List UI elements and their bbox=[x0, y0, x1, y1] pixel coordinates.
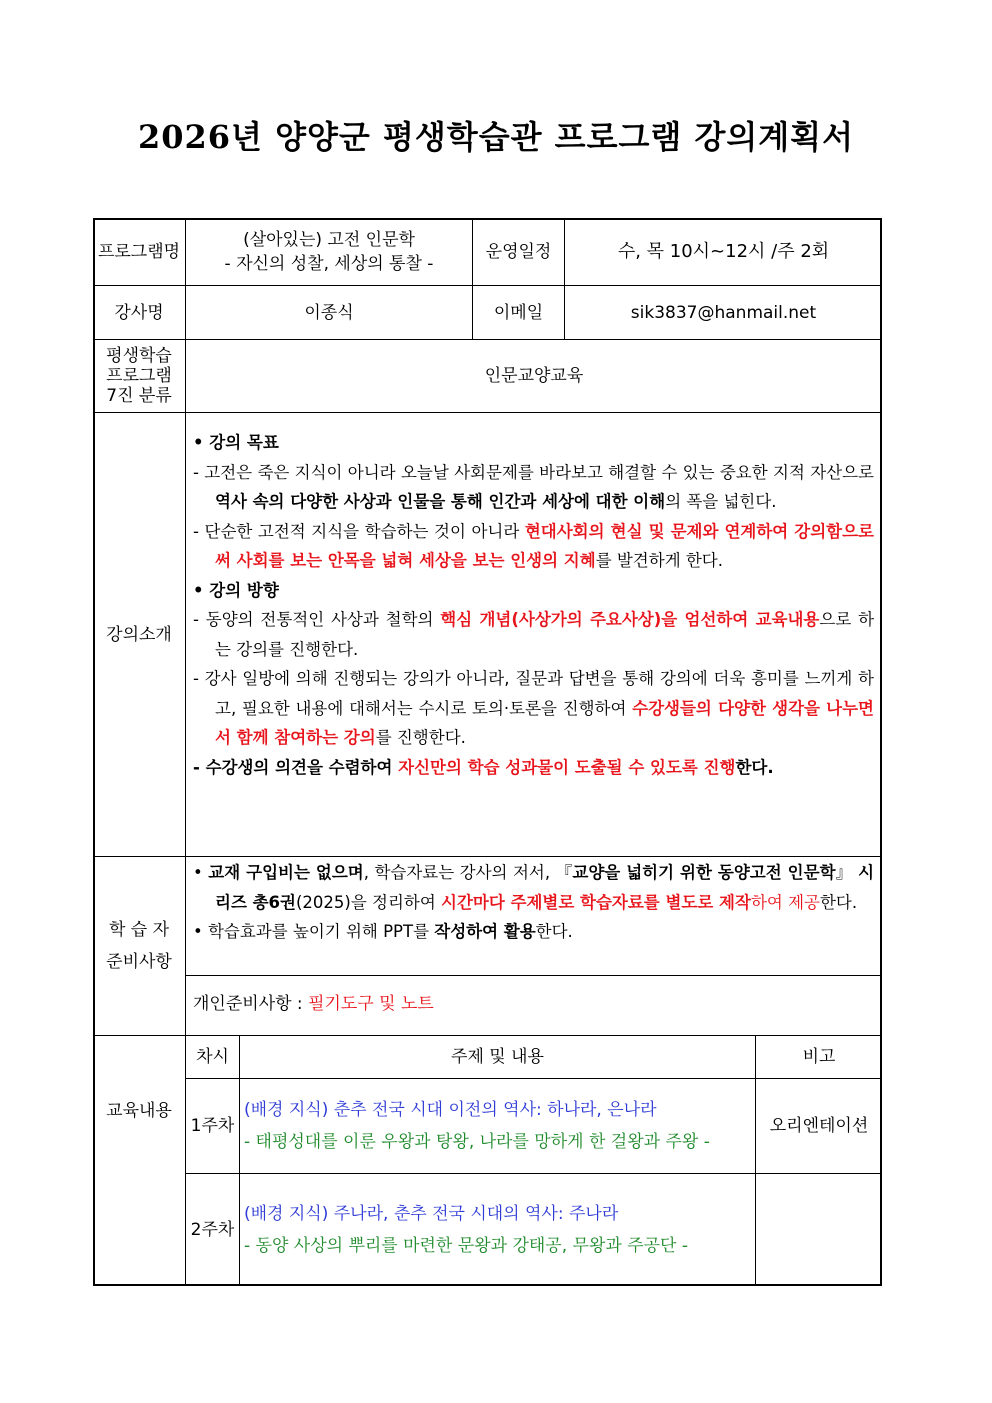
prep-label bbox=[93, 857, 185, 1035]
topic-1-line1: (배경 지식) 춘추 전국 시대 이전의 역사: 하나라, 은나라 bbox=[244, 1100, 657, 1120]
program-name-value bbox=[186, 218, 472, 285]
topic-2-line2: - 동양 사상의 뿌리를 마련한 문왕과 강태공, 무왕과 주공단 - bbox=[244, 1236, 689, 1256]
schedule-label: 운영일정 bbox=[485, 241, 552, 262]
category-label-line2: 프로그램 bbox=[106, 366, 172, 386]
document-title: 2026년 양양군 평생학습관 프로그램 강의계획서 bbox=[137, 118, 855, 156]
direction-heading: • 강의 방향 bbox=[193, 580, 279, 600]
personal-prep-value: 필기도구 및 노트 bbox=[308, 994, 434, 1014]
program-name-line2: - 자신의 성찰, 세상의 통찰 - bbox=[224, 253, 434, 274]
prep-item-2: • 학습효과를 높이기 위해 PPT를 작성하여 활용한다. bbox=[193, 922, 573, 941]
prep-label-line2: 준비사항 bbox=[106, 952, 172, 972]
direction-item-3: - 수강생의 의견을 수렴하여 자신만의 학습 성과물이 도출될 수 있도록 진행한다. bbox=[193, 757, 774, 777]
direction-item-1: - 동양의 전통적인 사상과 철학의 핵심 개념(사상가의 주요사상)을 엄선하여 교육내용으로 하는 강의를 진행한다. bbox=[193, 610, 875, 659]
col-topic: 주제 및 내용 bbox=[451, 1047, 544, 1067]
goal-item-2: - 단순한 고전적 지식을 학습하는 것이 아니라 현대사회의 현실 및 문제와 연계하여 강의함으로써 사회를 보는 안목을 넓혀 세상을 보는 인생의 지혜를 발견하게 한다. bbox=[193, 521, 874, 570]
personal-prep-label: 개인준비사항 : bbox=[193, 994, 309, 1014]
email-label: 이메일 bbox=[493, 302, 544, 323]
program-name-line1: (살아있는) 고전 인문학 bbox=[243, 229, 415, 250]
goal-heading: • 강의 목표 bbox=[193, 433, 279, 452]
personal-prep bbox=[193, 990, 874, 1020]
topic-2 bbox=[240, 1174, 755, 1286]
category-label bbox=[93, 340, 185, 412]
goal-item-1: - 고전은 죽은 지식이 아니라 오늘날 사회문제를 바라보고 해결할 수 있는 중요한 지적 자산으로 역사 속의 다양한 사상과 인물을 통해 인간과 세상에 대한 이해의 폭을 넓힌다. bbox=[193, 462, 874, 511]
col-session: 차시 bbox=[196, 1047, 229, 1067]
topic-1-line2: - 태평성대를 이룬 우왕과 탕왕, 나라를 망하게 한 걸왕과 주왕 - bbox=[244, 1132, 710, 1152]
program-name-label: 프로그램명 bbox=[97, 241, 181, 262]
category-label-line3: 7진 분류 bbox=[106, 386, 172, 406]
prep-label-line1: 학 습 자 bbox=[108, 920, 170, 940]
note-1: 오리엔테이션 bbox=[769, 1116, 869, 1136]
note-2 bbox=[756, 1174, 882, 1286]
topic-2-line1: (배경 지식) 주나라, 춘추 전국 시대의 역사: 주나라 bbox=[244, 1204, 619, 1224]
category-value: 인문교양교육 bbox=[484, 366, 584, 386]
direction-item-2: - 강사 일방에 의해 진행되는 강의가 아니라, 질문과 답변을 통해 강의에 더욱 흥미를 느끼게 하고, 필요한 내용에 대해서는 수시로 토의·토론을 진행하여 수강생들의 다양한 생각을 나누면서 함께 참여하는 강의를 진행한다. bbox=[193, 669, 874, 747]
schedule-value: 수, 목 10시~12시 /주 2회 bbox=[617, 240, 830, 262]
prep-item-1: • 교재 구입비는 없으며, 학습자료는 강사의 저서, 『교양을 넓히기 위한 동양고전 인문학』 시리즈 총6권(2025)을 정리하여 시간마다 주제별로 학습자료를 별도로 제작하여 제공한다. bbox=[193, 863, 875, 912]
topic-1 bbox=[240, 1079, 755, 1173]
instructor-label: 강사명 bbox=[114, 302, 164, 323]
intro-label: 강의소개 bbox=[106, 624, 172, 645]
col-note: 비고 bbox=[802, 1047, 836, 1067]
session-2: 2주차 bbox=[190, 1220, 235, 1240]
intro-body bbox=[193, 428, 874, 782]
session-1: 1주차 bbox=[190, 1116, 235, 1136]
instructor-name: 이종식 bbox=[304, 302, 354, 323]
prep-body bbox=[193, 858, 874, 947]
email-value: sik3837@hanmail.net bbox=[630, 302, 817, 323]
category-label-line1: 평생학습 bbox=[106, 346, 172, 366]
content-label: 교육내용 bbox=[106, 1101, 172, 1121]
